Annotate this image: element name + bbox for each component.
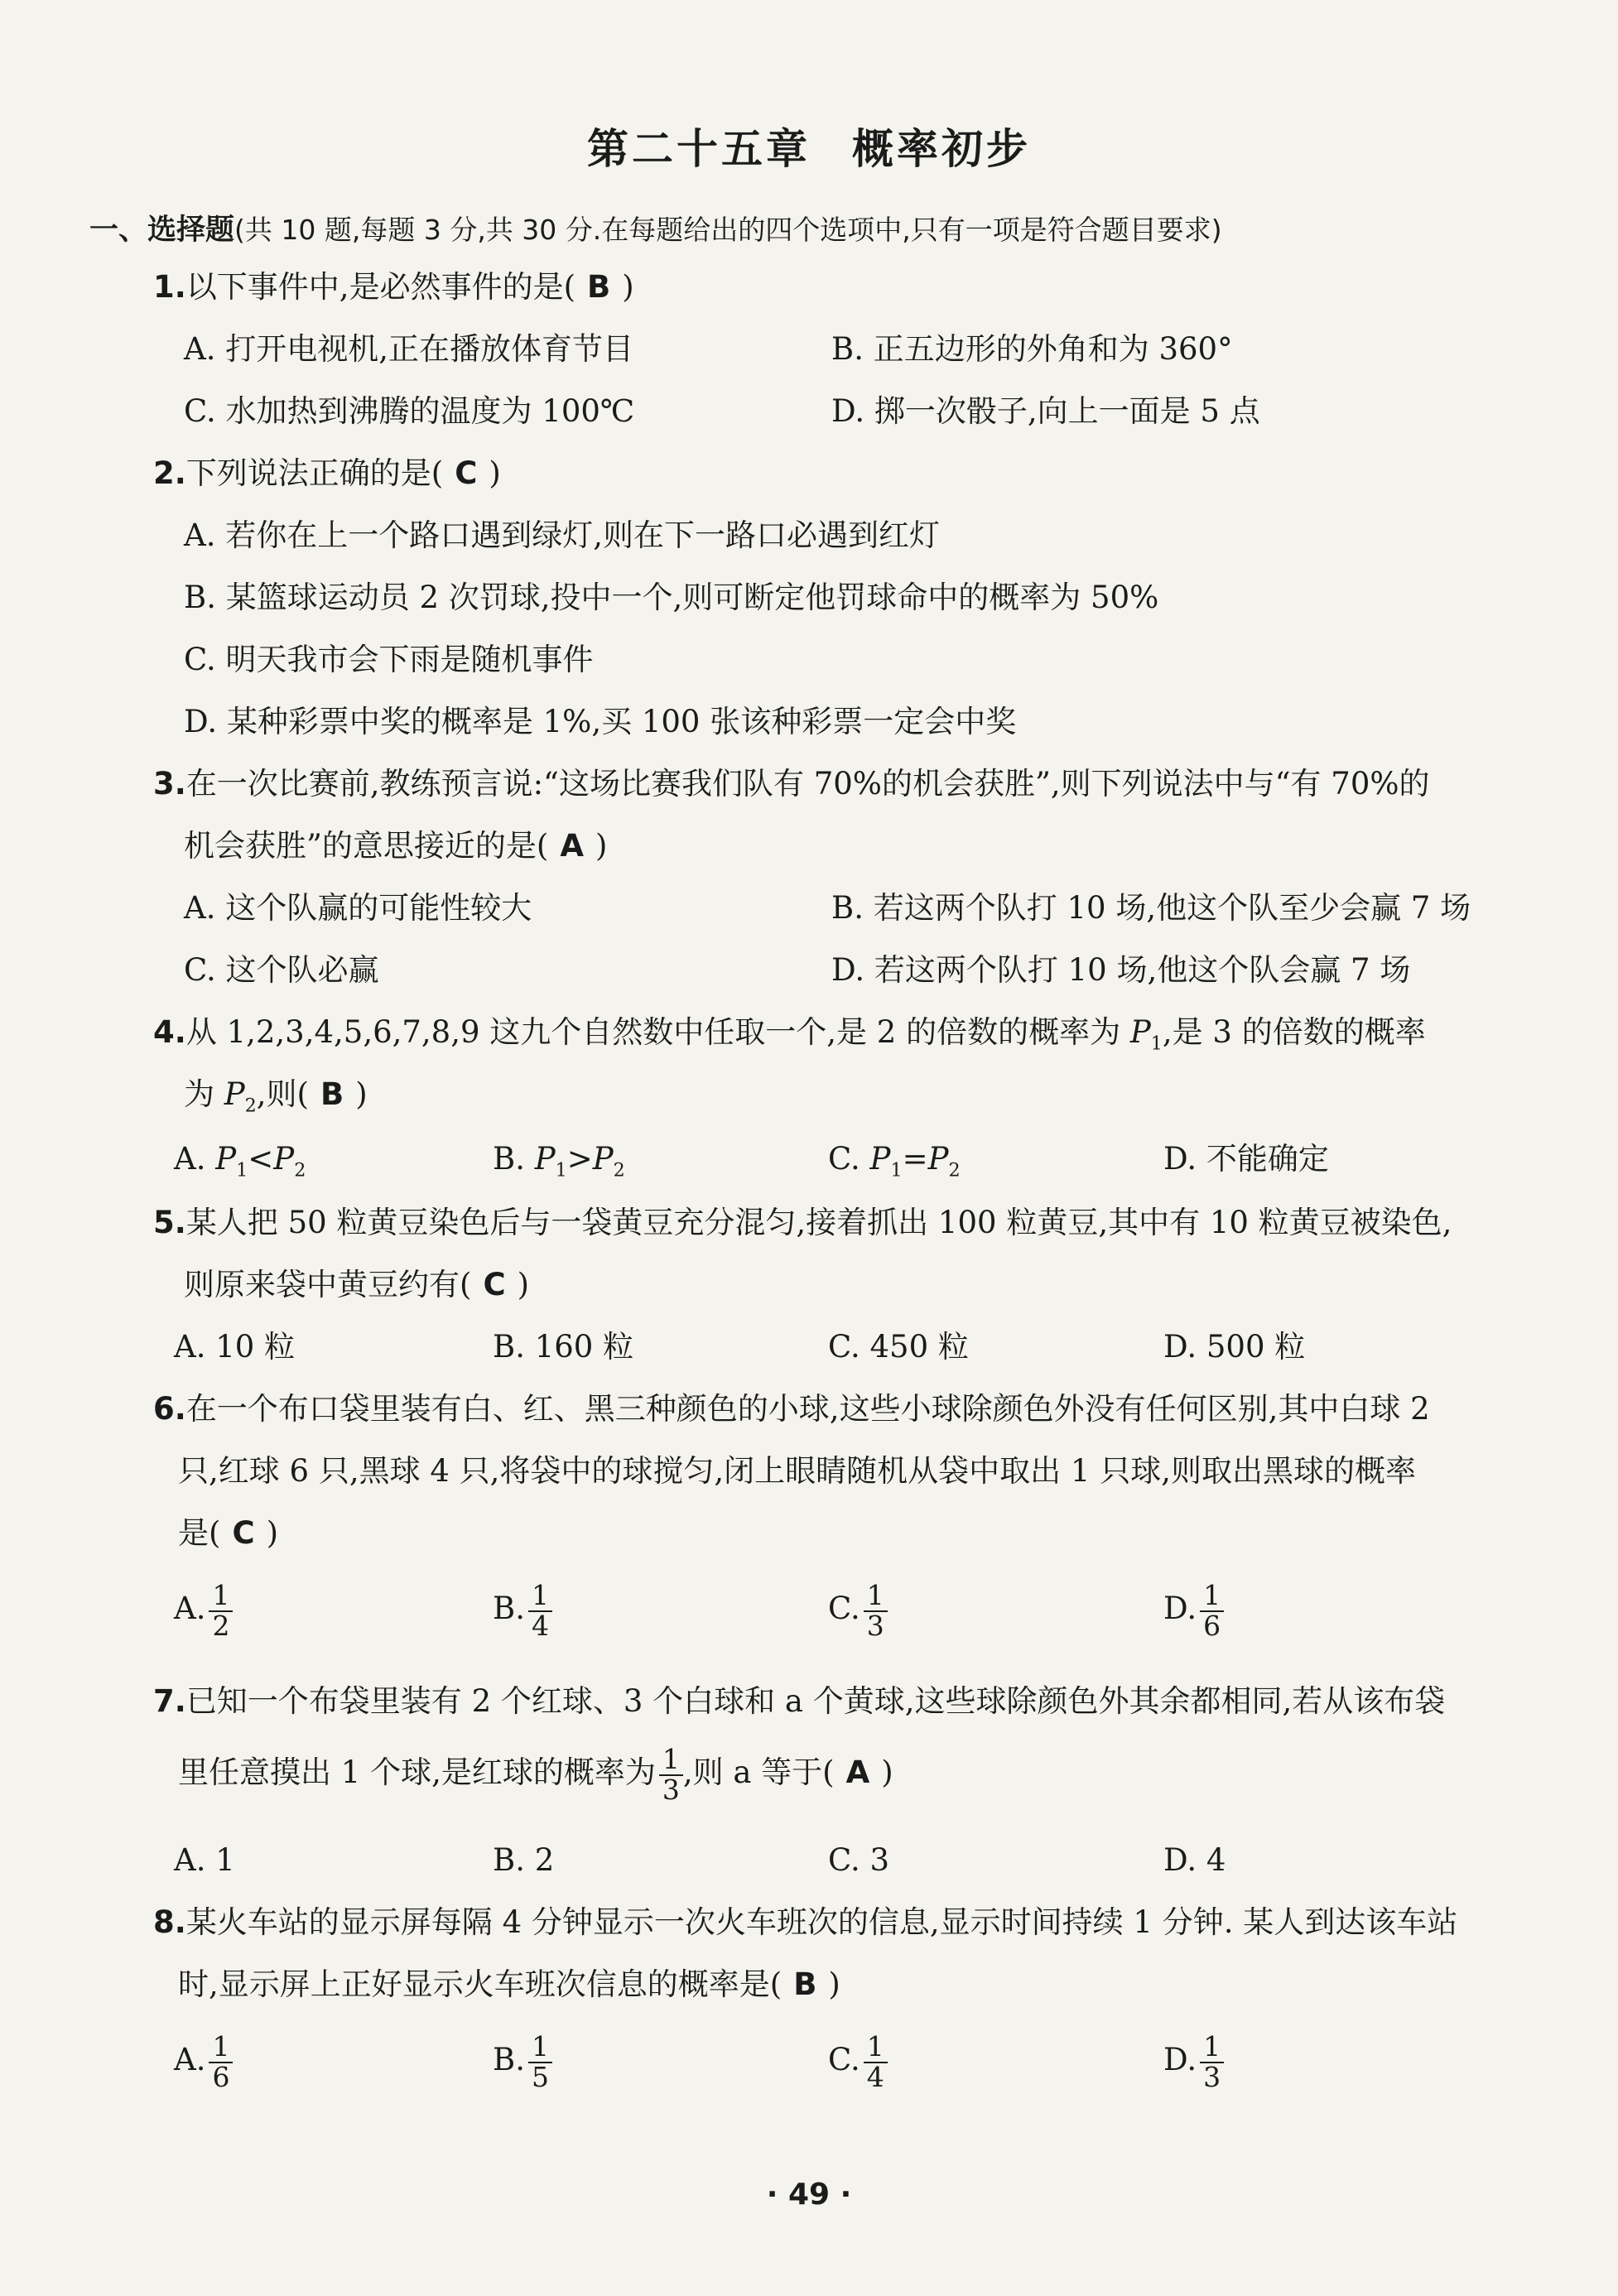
p-symbol: P	[869, 1141, 891, 1177]
denominator: 5	[531, 2060, 549, 2093]
question-text: 是(	[178, 1515, 221, 1551]
answer: C	[455, 455, 478, 491]
answer: A	[845, 1754, 870, 1791]
option-c	[828, 1141, 961, 1182]
option-b: B. 2	[493, 1842, 555, 1878]
page-number: · 49 ·	[766, 2178, 852, 2212]
option-d	[1163, 1581, 1224, 1640]
denominator: 4	[531, 1609, 549, 1642]
question-text: ,则 a 等于(	[682, 1754, 835, 1791]
section-title: 一、选择题	[89, 214, 235, 247]
paren-close: )	[517, 1267, 530, 1302]
option-b: B. 某篮球运动员 2 次罚球,投中一个,则可断定他罚球命中的概率为 50%	[184, 580, 1159, 615]
p-symbol: P	[1129, 1014, 1151, 1050]
paren-close: )	[828, 1966, 840, 2002]
question-text: 只,红球 6 只,黑球 4 只,将袋中的球搅匀,闭上眼睛随机从袋中取出 1 只球,则取出黑球的概率	[178, 1453, 1416, 1489]
option-d	[1163, 2030, 1224, 2093]
question-number: 1.	[153, 269, 186, 305]
p-symbol: P	[927, 1141, 949, 1177]
option-c	[828, 1581, 888, 1640]
option-c: C. 这个队必赢	[184, 952, 379, 988]
fraction	[209, 2030, 233, 2093]
question-number: 5.	[153, 1205, 186, 1240]
question-number: 6.	[153, 1391, 186, 1427]
question-text: 以下事件中,是必然事件的是(	[185, 269, 576, 305]
subscript: 2	[948, 1159, 961, 1182]
denominator: 6	[212, 2060, 230, 2093]
question-number: 2.	[153, 455, 186, 491]
option-b: B. 正五边形的外角和为 360°	[831, 331, 1233, 367]
fraction	[659, 1745, 683, 1804]
question-number: 3.	[153, 766, 186, 801]
question-text: 则原来袋中黄豆约有(	[184, 1267, 472, 1302]
question-4-cont	[184, 1076, 368, 1117]
question-4	[153, 1014, 1426, 1055]
question-text: 里任意摸出 1 个球,是红球的概率为	[178, 1754, 656, 1791]
question-text: 机会获胜”的意思接近的是(	[184, 828, 549, 864]
option-label: D.	[1163, 2042, 1197, 2078]
question-number: 4.	[153, 1014, 186, 1050]
numerator: 1	[209, 1581, 233, 1612]
chapter-name: 概率初步	[852, 125, 1031, 173]
option-a: A. 打开电视机,正在播放体育节目	[184, 331, 634, 367]
paren-close: )	[595, 828, 608, 864]
answer: C	[483, 1267, 506, 1302]
option-d: D. 某种彩票中奖的概率是 1%,买 100 张该种彩票一定会中奖	[184, 704, 1017, 739]
fraction	[1200, 1581, 1224, 1640]
option-a	[174, 2030, 233, 2093]
option-c: C. 明天我市会下雨是随机事件	[184, 642, 594, 677]
numerator: 1	[659, 1745, 683, 1776]
option-c: C. 水加热到沸腾的温度为 100℃	[184, 393, 635, 429]
answer: B	[587, 269, 611, 305]
question-text: 从 1,2,3,4,5,6,7,8,9 这九个自然数中任取一个,是 2 的倍数的概率为	[185, 1014, 1130, 1050]
question-text: 在一个布口袋里装有白、红、黑三种颜色的小球,这些小球除颜色外没有任何区别,其中白球 2	[185, 1391, 1430, 1427]
option-label: B.	[493, 1141, 525, 1177]
option-label: A.	[174, 1591, 206, 1627]
denominator: 4	[866, 2060, 884, 2093]
question-3-cont	[184, 828, 607, 864]
subscript: 1	[555, 1159, 567, 1182]
answer: B	[793, 1966, 817, 2002]
question-7-cont	[178, 1745, 893, 1804]
subscript: 1	[1150, 1032, 1163, 1055]
denominator: 2	[212, 1609, 230, 1642]
option-b: B. 160 粒	[493, 1329, 634, 1365]
option-d: D. 掷一次骰子,向上一面是 5 点	[831, 393, 1260, 429]
numerator: 1	[864, 2033, 888, 2063]
paren-close: )	[881, 1754, 893, 1791]
question-text: 时,显示屏上正好显示火车班次信息的概率是(	[178, 1966, 783, 2002]
subscript: 2	[613, 1159, 625, 1182]
question-2	[153, 455, 501, 492]
option-a: A. 这个队赢的可能性较大	[184, 890, 532, 926]
subscript: 2	[244, 1095, 257, 1117]
numerator: 1	[1200, 2033, 1224, 2063]
fraction	[209, 1581, 233, 1640]
answer: A	[560, 828, 584, 864]
option-b	[493, 1581, 552, 1640]
option-label: D.	[1163, 1591, 1197, 1627]
p-symbol: P	[534, 1141, 556, 1177]
option-label: B.	[493, 2042, 525, 2078]
fraction	[1200, 2030, 1224, 2093]
numerator: 1	[528, 2033, 552, 2063]
fraction	[864, 2030, 888, 2093]
denominator: 3	[866, 1609, 884, 1642]
chapter-number: 第二十五章	[587, 125, 811, 173]
fraction	[528, 2030, 552, 2093]
question-text: 某火车站的显示屏每隔 4 分钟显示一次火车班次的信息,显示时间持续 1 分钟. 某人到达该车站	[185, 1904, 1458, 1940]
question-text: ,是 3 的倍数的概率	[1162, 1014, 1426, 1050]
option-a	[174, 1141, 306, 1182]
chapter-title	[0, 116, 1618, 176]
option-label: A.	[174, 1141, 206, 1177]
p-symbol: P	[215, 1141, 237, 1177]
p-symbol: P	[273, 1141, 295, 1177]
question-3	[153, 766, 1430, 802]
question-5	[153, 1205, 1452, 1241]
question-text: 为	[184, 1076, 224, 1112]
question-8-cont	[178, 1966, 840, 2003]
numerator: 1	[528, 1581, 552, 1612]
question-6-cont	[178, 1453, 1416, 1490]
option-c	[828, 2030, 888, 2093]
question-text: 某人把 50 粒黄豆染色后与一袋黄豆充分混匀,接着抓出 100 粒黄豆,其中有 10 粒黄豆被染色,	[185, 1205, 1452, 1240]
question-7	[153, 1683, 1445, 1720]
numerator: 1	[209, 2033, 233, 2063]
option-d: D. 不能确定	[1163, 1141, 1329, 1177]
section-instructions: (共 10 题,每题 3 分,共 30 分.在每题给出的四个选项中,只有一项是符合题目要求)	[234, 214, 1222, 246]
numerator: 1	[864, 1581, 888, 1612]
option-label: C.	[828, 2042, 860, 2078]
option-label: B.	[493, 1591, 525, 1627]
paren-close: )	[622, 269, 634, 305]
answer: C	[232, 1515, 255, 1551]
option-d: D. 500 粒	[1163, 1329, 1306, 1365]
question-5-cont	[184, 1267, 529, 1303]
option-c: C. 3	[828, 1842, 890, 1878]
question-6-cont2	[178, 1515, 278, 1552]
relation: =	[902, 1141, 928, 1177]
question-text: 在一次比赛前,教练预言说:“这场比赛我们队有 70%的机会获胜”,则下列说法中与“有 70%的	[185, 766, 1430, 801]
option-c: C. 450 粒	[828, 1329, 969, 1365]
option-a: A. 10 粒	[174, 1329, 296, 1365]
option-b: B. 若这两个队打 10 场,他这个队至少会赢 7 场	[831, 890, 1471, 926]
option-label: C.	[828, 1591, 860, 1627]
option-label: C.	[828, 1141, 860, 1177]
question-6	[153, 1391, 1430, 1427]
subscript: 2	[294, 1159, 306, 1182]
numerator: 1	[1200, 1581, 1224, 1612]
denominator: 6	[1203, 1609, 1221, 1642]
subscript: 1	[236, 1159, 248, 1182]
relation: >	[566, 1141, 593, 1177]
subscript: 1	[890, 1159, 903, 1182]
question-text: 下列说法正确的是(	[185, 455, 444, 491]
denominator: 3	[662, 1773, 680, 1806]
option-b	[493, 1141, 625, 1182]
option-d: D. 若这两个队打 10 场,他这个队会赢 7 场	[831, 952, 1411, 988]
option-a	[174, 1581, 233, 1640]
denominator: 3	[1203, 2060, 1221, 2093]
question-number: 7.	[153, 1683, 186, 1719]
question-text: ,则(	[256, 1076, 309, 1112]
question-number: 8.	[153, 1904, 186, 1940]
section-header	[89, 207, 1580, 248]
option-a: A. 1	[174, 1842, 235, 1878]
answer: B	[320, 1076, 344, 1112]
question-1	[153, 269, 634, 306]
option-d: D. 4	[1163, 1842, 1226, 1878]
option-label: A.	[174, 2042, 206, 2078]
option-b	[493, 2030, 552, 2093]
question-text: 已知一个布袋里装有 2 个红球、3 个白球和 a 个黄球,这些球除颜色外其余都相同,若从该布袋	[185, 1683, 1446, 1719]
p-symbol: P	[592, 1141, 614, 1177]
option-a: A. 若你在上一个路口遇到绿灯,则在下一路口必遇到红灯	[184, 517, 941, 553]
relation: <	[248, 1141, 274, 1177]
paren-close: )	[266, 1515, 279, 1551]
fraction	[864, 1581, 888, 1640]
fraction	[528, 1581, 552, 1640]
p-symbol: P	[224, 1076, 245, 1112]
paren-close: )	[489, 455, 501, 491]
paren-close: )	[355, 1076, 368, 1112]
question-8	[153, 1904, 1457, 1941]
